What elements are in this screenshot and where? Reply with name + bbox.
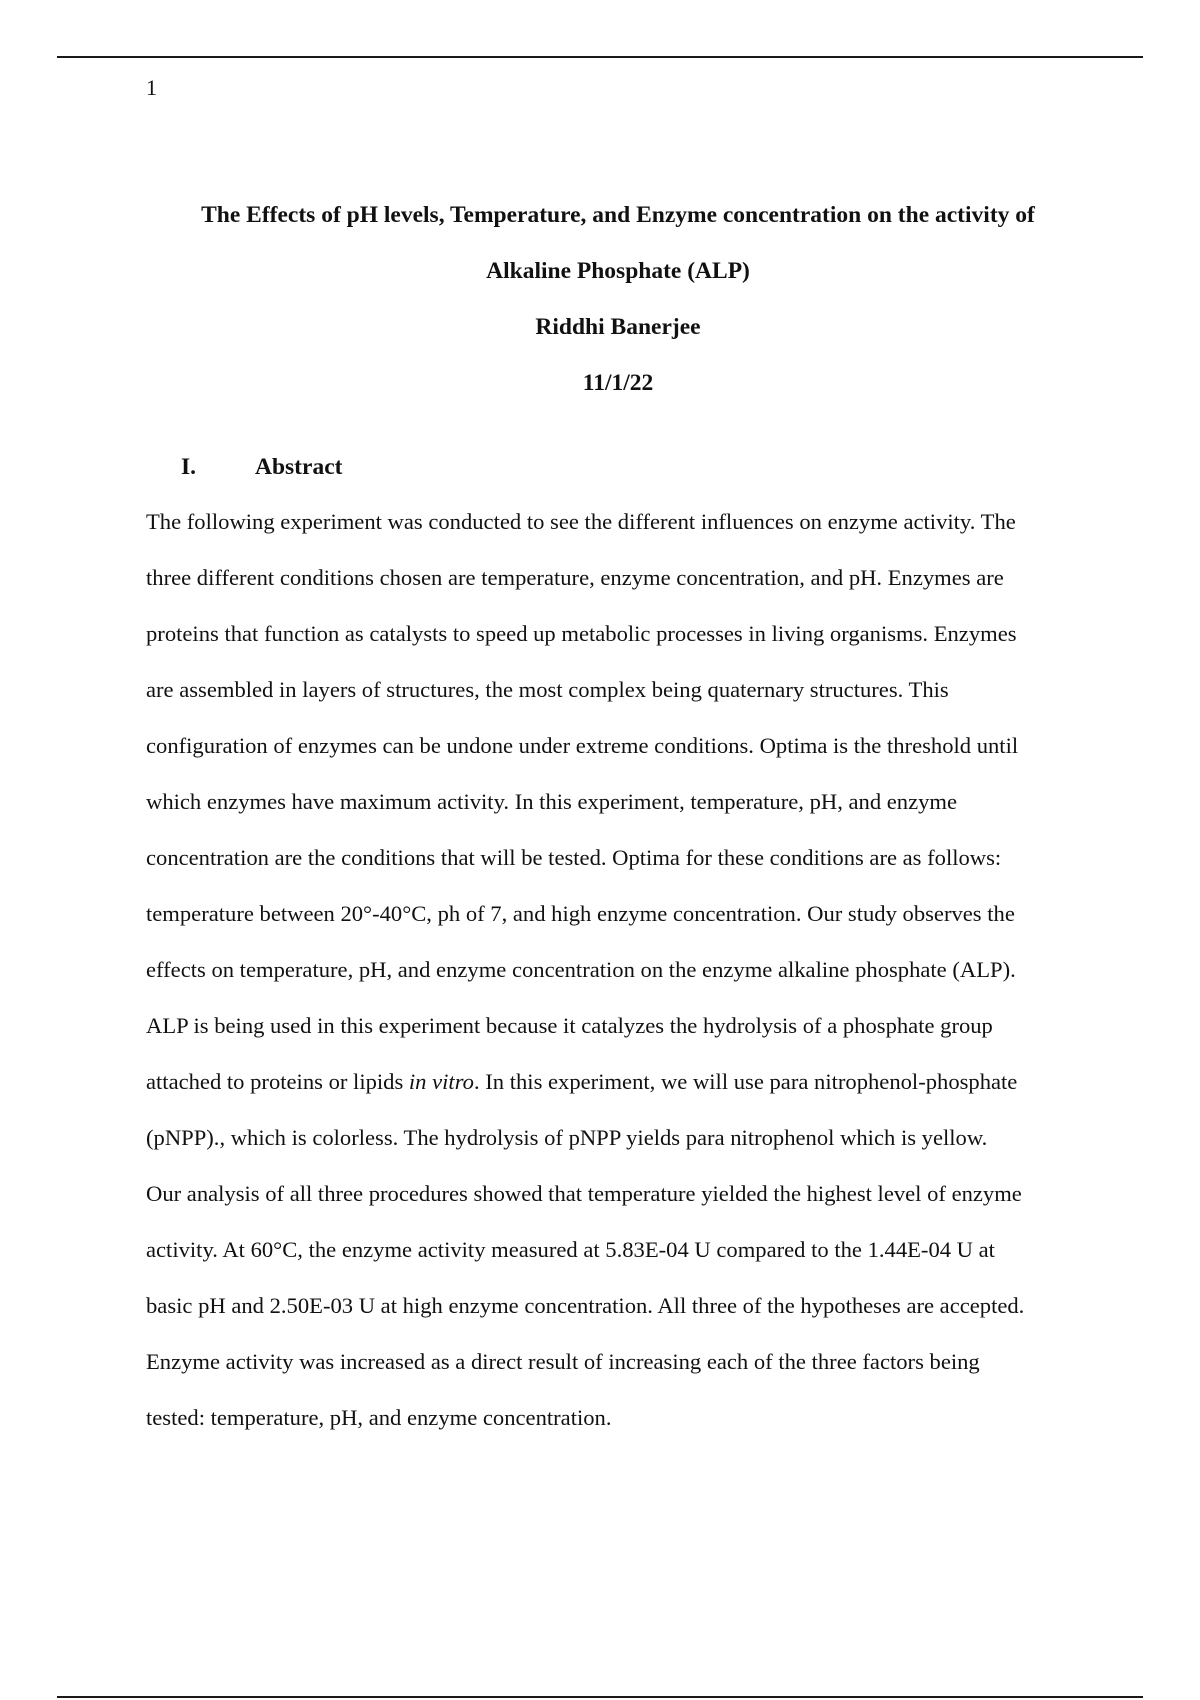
paper-title-line-1: The Effects of pH levels, Temperature, and Enzyme concentration on the activity of	[201, 202, 1035, 228]
abstract-line: (pNPP)., which is colorless. The hydrolysis of pNPP yields para nitrophenol which is yellow.	[146, 1125, 988, 1150]
abstract-line: configuration of enzymes can be undone under extreme conditions. Optima is the threshold until	[146, 733, 1019, 758]
line-text-after: . In this experiment, we will use para nitrophenol-phosphate	[473, 1069, 1018, 1094]
abstract-line: The following experiment was conducted to see the different influences on enzyme activity. The	[146, 509, 1016, 534]
bottom-rule	[57, 1696, 1143, 1698]
abstract-heading	[181, 451, 342, 483]
section-title: Abstract	[255, 454, 343, 480]
italic-term-in-vitro: in vitro	[408, 1069, 474, 1094]
abstract-line: Enzyme activity was increased as a direct result of increasing each of the three factors being	[146, 1349, 980, 1374]
abstract-line: Our analysis of all three procedures showed that temperature yielded the highest level of enzyme	[146, 1181, 1022, 1206]
paper-date: 11/1/22	[582, 370, 654, 396]
line-text-before: attached to proteins or lipids	[146, 1069, 409, 1094]
abstract-line: activity. At 60°C, the enzyme activity measured at 5.83E-04 U compared to the 1.44E-04 U at	[146, 1237, 995, 1262]
abstract-line: concentration are the conditions that will be tested. Optima for these conditions are as follows:	[146, 845, 1002, 870]
section-numeral: I.	[181, 454, 197, 480]
abstract-line: three different conditions chosen are temperature, enzyme concentration, and pH. Enzymes are	[146, 565, 1004, 590]
abstract-line: proteins that function as catalysts to speed up metabolic processes in living organisms. Enzymes	[146, 621, 1017, 646]
abstract-line: tested: temperature, pH, and enzyme concentration.	[146, 1405, 612, 1430]
abstract-line: ALP is being used in this experiment because it catalyzes the hydrolysis of a phosphate group	[146, 1013, 993, 1038]
abstract-line: basic pH and 2.50E-03 U at high enzyme concentration. All three of the hypotheses are accepted.	[146, 1293, 1025, 1318]
abstract-line: are assembled in layers of structures, the most complex being quaternary structures. This	[146, 677, 949, 702]
abstract-line-in-vitro	[146, 1062, 1106, 1118]
paper-title-line-2: Alkaline Phosphate (ALP)	[486, 258, 750, 284]
top-rule	[57, 56, 1143, 58]
title-block	[146, 197, 1090, 421]
page-number: 1	[146, 75, 157, 100]
abstract-line: temperature between 20°-40°C, ph of 7, and high enzyme concentration. Our study observes the	[146, 901, 1015, 926]
abstract-line: effects on temperature, pH, and enzyme concentration on the enzyme alkaline phosphate (ALP).	[146, 957, 1016, 982]
author-name: Riddhi Banerjee	[535, 314, 701, 340]
abstract-body	[146, 502, 1106, 1454]
abstract-line: which enzymes have maximum activity. In this experiment, temperature, pH, and enzyme	[146, 789, 958, 814]
